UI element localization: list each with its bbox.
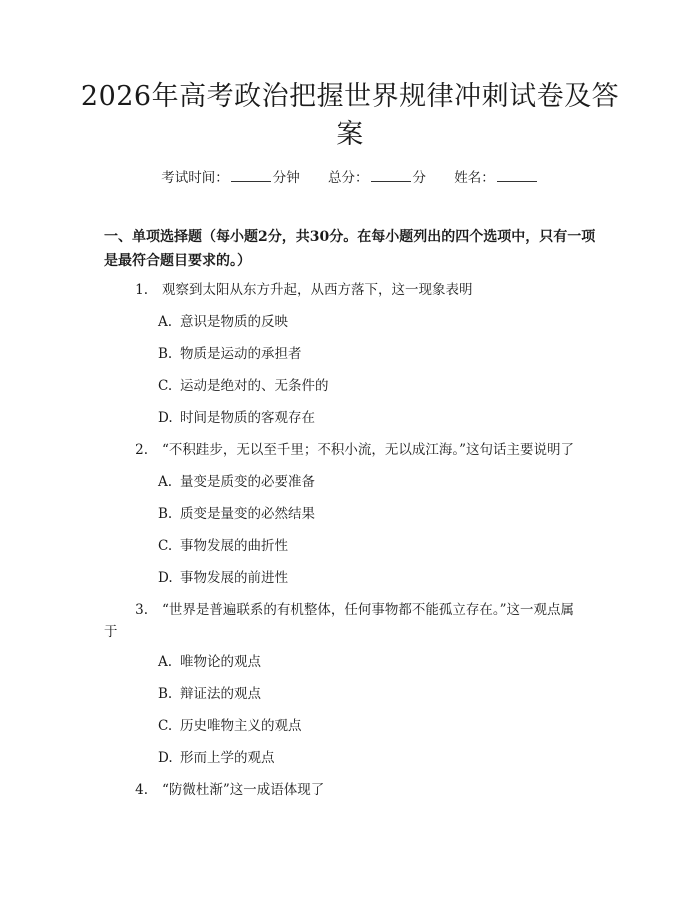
exam-meta (0, 168, 700, 188)
question-number: 4. (135, 782, 148, 798)
option-letter: C. (158, 718, 173, 734)
option-letter: A. (158, 474, 173, 490)
score-unit: 分 (412, 170, 426, 186)
option-text: 运动是绝对的、无条件的 (180, 378, 329, 394)
option-3b (158, 683, 598, 705)
option-3c (158, 715, 598, 737)
question-3 (104, 599, 604, 643)
name-label: 姓名： (454, 170, 495, 186)
exam-score (328, 168, 426, 188)
option-letter: C. (158, 538, 173, 554)
option-2b (158, 503, 598, 525)
time-label: 考试时间： (161, 170, 229, 186)
option-2d (158, 567, 598, 589)
question-4 (104, 779, 604, 801)
option-2a (158, 471, 598, 493)
option-3d (158, 747, 598, 769)
option-text: 质变是量变的必然结果 (180, 506, 315, 522)
option-2c (158, 535, 598, 557)
option-letter: B. (158, 346, 173, 362)
option-1d (158, 407, 598, 429)
score-label: 总分： (328, 170, 369, 186)
name-blank (497, 169, 537, 182)
option-letter: A. (158, 654, 173, 670)
option-letter: B. (158, 506, 173, 522)
section-heading: 一、单项选择题（每小题2分，共30分。在每小题列出的四个选项中，只有一项是最符合题目要求的。） (104, 229, 596, 269)
question-1 (104, 279, 604, 301)
question-text-continued: 于 (104, 624, 118, 640)
question-text: “防微杜渐”这一成语体现了 (162, 782, 325, 798)
option-letter: D. (158, 570, 173, 586)
option-text: 意识是物质的反映 (180, 314, 288, 330)
option-text: 形而上学的观点 (180, 750, 275, 766)
option-text: 量变是质变的必要准备 (180, 474, 315, 490)
option-letter: B. (158, 686, 173, 702)
option-1c (158, 375, 598, 397)
question-text: “世界是普遍联系的有机整体，任何事物都不能孤立存在。”这一观点属 (162, 602, 575, 618)
option-1a (158, 311, 598, 333)
question-number: 1. (135, 282, 148, 298)
option-text: 事物发展的前进性 (180, 570, 288, 586)
option-letter: C. (158, 378, 173, 394)
option-letter: D. (158, 750, 173, 766)
option-3a (158, 651, 598, 673)
time-blank (231, 169, 271, 182)
question-2 (104, 439, 604, 461)
option-text: 事物发展的曲折性 (180, 538, 288, 554)
exam-name (454, 168, 539, 188)
time-unit: 分钟 (272, 170, 300, 186)
option-text: 历史唯物主义的观点 (180, 718, 302, 734)
exam-title: 2026年高考政治把握世界规律冲刺试卷及答案 (80, 81, 620, 150)
option-text: 物质是运动的承担者 (180, 346, 302, 362)
option-1b (158, 343, 598, 365)
question-text: 观察到太阳从东方升起，从西方落下，这一现象表明 (162, 282, 473, 298)
score-blank (371, 169, 411, 182)
option-letter: D. (158, 410, 173, 426)
option-text: 唯物论的观点 (180, 654, 261, 670)
question-number: 3. (135, 602, 148, 618)
option-letter: A. (158, 314, 173, 330)
option-text: 辩证法的观点 (180, 686, 261, 702)
question-number: 2. (135, 442, 148, 458)
option-text: 时间是物质的客观存在 (180, 410, 315, 426)
question-text: “不积跬步，无以至千里；不积小流，无以成江海。”这句话主要说明了 (162, 442, 575, 458)
exam-time (161, 168, 300, 188)
